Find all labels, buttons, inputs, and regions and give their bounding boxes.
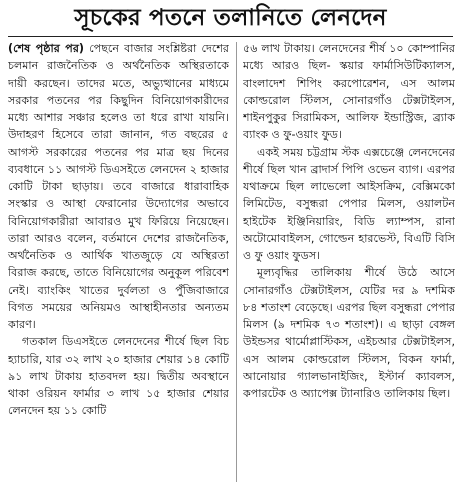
column-divider <box>236 42 237 482</box>
article-headline: সূচকের পতনে তলানিতে লেনদেন <box>74 4 387 31</box>
article-paragraph: গতকাল ডিএসইতে লেনদেনের শীর্ষে ছিল বিচ হ্যাচারি, যার ৩২ লাখ ২০ হাজার শেয়ার ১৪ কোটি ৯১ লাখ টাকায় হাতবদল হয়। দ্বিতীয় অবস্থানে থাকা ওরিয়ন ফার্মার ৩ লাখ ১৫ হাজার শেয়ার লেনদেন হয় ১১ কোটি <box>8 335 229 418</box>
article-paragraph: মূল্যবৃদ্ধির তালিকায় শীর্ষে উঠে আসে সোনারগাঁও টেক্সটাইলস, যেটির দর ৯ দশমিক ৮৪ শতাংশ বেড়েছে। এরপর ছিল বসুন্ধরা পেপার মিলস (৯ দশমিক ৭৩ শতাংশ)। এ ছাড়া বেঙ্গল উইন্ডসর থার্মোপ্লাস্টিকস, এইচআর টেক্সটাইলস, এস আলম কোল্ডরোল স্টিলস, বিকন ফার্মা, আনোয়ার গ্যালভানাইজিং, ইস্টার্ন ক্যাবলস, কপারটেক ও অ্যাপেক্স ট্যানারিও তালিকায় ছিল। <box>243 266 455 400</box>
article-column-left <box>8 40 229 486</box>
headline-rule <box>8 36 453 37</box>
article-paragraph: ৫৬ লাখ টাকায়। লেনদেনের শীর্ষ ১০ কোম্পানির মধ্যে আরও ছিল- স্কয়ার ফার্মাসিউটিক্যালস, বাংলাদেশ শিপিং করপোরেশন, এস আলম কোল্ডরোল স্টিলস, সোনারগাঁও টেক্সটাইলস, শাইনপুকুর সিরামিকস, আলিফ ইন্ডাস্ট্রিজ, ব্র্যাক ব্যাংক ও ফু-ওয়াং ফুড। <box>243 42 455 142</box>
continuation-label: (শেষ পৃষ্ঠার পর) <box>8 42 84 55</box>
article-paragraph: একই সময় চট্টগ্রাম স্টক এক্সচেঞ্জে লেনদেনের শীর্ষে ছিল খান ব্রাদার্স পিপি ওভেন ব্যাগ। এরপর যথাক্রমে ছিল লাভেলো আইসক্রিম, বেক্সিমকো লিমিটেড, বসুন্ধরা পেপার মিলস, ওয়ালটন হাইটেক ইঞ্জিনিয়ারিং, বিডি ল্যাম্পস, রানা অটোমোবাইলস, গোল্ডেন হারভেস্ট, বিএটি বিসি ও ফু ওয়াং ফুডস। <box>243 145 455 262</box>
article-column-right <box>243 40 455 486</box>
article-paragraph <box>8 40 229 333</box>
paragraph-text: পেছনে বাজার সংশ্লিষ্টরা দেশের চলমান রাজনৈতিক ও অর্থনৈতিক অস্থিরতাকে দায়ী করছেন। তাদের মতে, অভ্যুত্থানের মাধ্যমে সরকার পতনের পর কিছুদিন বিনিয়োগকারীদের মধ্যে আশার সঞ্চার হলেও তা ধরে রাখা যায়নি। উদাহরণ হিসেবে তারা জানান, গত বছরের ৫ আগস্ট সরকারের পতনের পর মাত্র ছয় দিনের ব্যবধানে ১১ আগস্ট ডিএসইতে লেনদেন ২ হাজার কোটি টাকা ছাড়ায়। তবে বাজারে ধারাবাহিক সংস্কার ও আস্থা ফেরানোর উদ্যোগের অভাবে বিনিয়োগকারীরা আবারও মুখ ফিরিয়ে নিয়েছেন। তারা আরও বলেন, বর্তমানে দেশের রাজনৈতিক, অর্থনৈতিক ও আর্থিক খাতজুড়ে যে অস্থিরতা বিরাজ করছে, তাতে বিনিয়োগের অনুকূল পরিবেশ নেই। ব্যাংকিং খাতের দুর্বলতা ও পুঁজিবাজারে বিগত সময়ের অনিয়মও আস্থাহীনতার অন্যতম কারণ। <box>8 42 229 331</box>
